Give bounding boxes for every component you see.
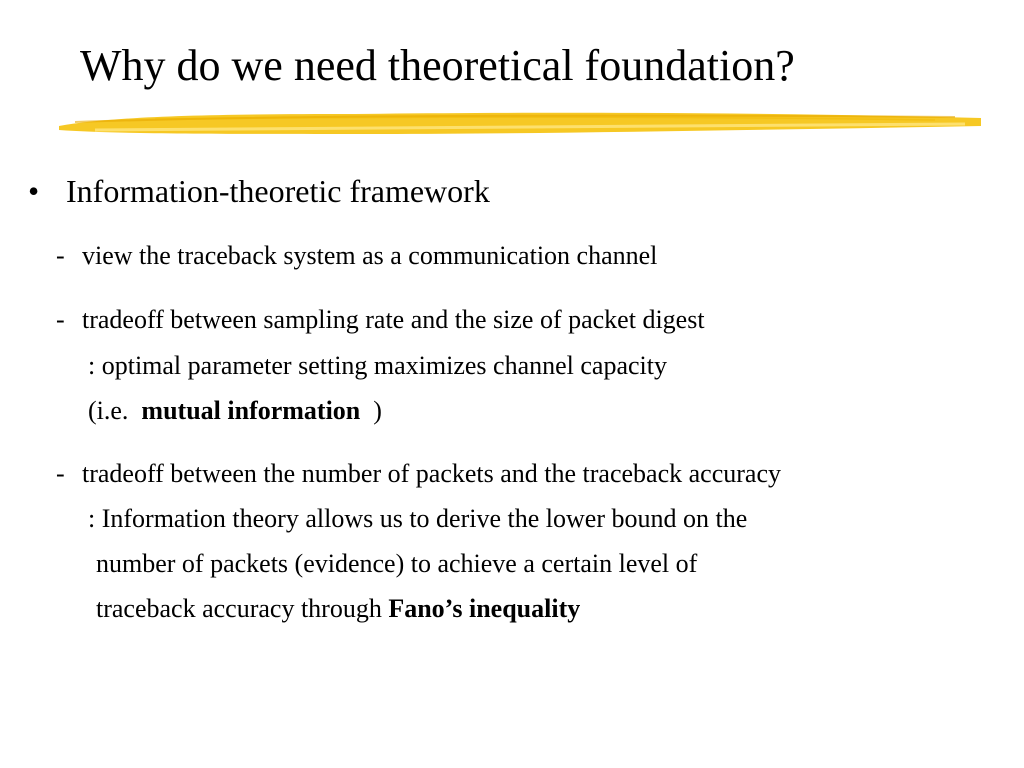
dash-marker: - [56,305,65,334]
sub-point-3-line-2: : Information theory allows us to derive the lower bound on the [88,504,748,533]
sub-point-1-text: view the traceback system as a communication channel [82,241,658,270]
title-underline-brushstroke [55,104,985,144]
mutual-information-term: mutual information [141,396,361,425]
sub-point-2-line-2: : optimal parameter setting maximizes channel capacity [88,351,667,380]
sub-point-2-line-3 [88,395,382,427]
accuracy-prefix: traceback accuracy through [96,594,382,623]
sub-point-3 [56,458,781,490]
slide-title: Why do we need theoretical foundation? [80,41,795,90]
sub-point-3-text: tradeoff between the number of packets and the traceback accuracy [82,459,781,488]
ie-suffix: ) [373,396,382,425]
sub-point-2-text: tradeoff between sampling rate and the size of packet digest [82,305,705,334]
sub-point-3-line-3: number of packets (evidence) to achieve a certain level of [96,549,698,578]
bullet-marker: • [28,173,40,209]
sub-point-3-line-4 [96,593,580,625]
dash-marker: - [56,459,65,488]
ie-prefix: (i.e. [88,396,129,425]
dash-marker: - [56,241,65,270]
main-bullet-text: Information-theoretic framework [66,173,490,209]
main-bullet [28,172,490,210]
fanos-inequality-term: Fano’s inequality [388,594,581,623]
sub-point-1 [56,240,657,272]
sub-point-2 [56,304,705,336]
